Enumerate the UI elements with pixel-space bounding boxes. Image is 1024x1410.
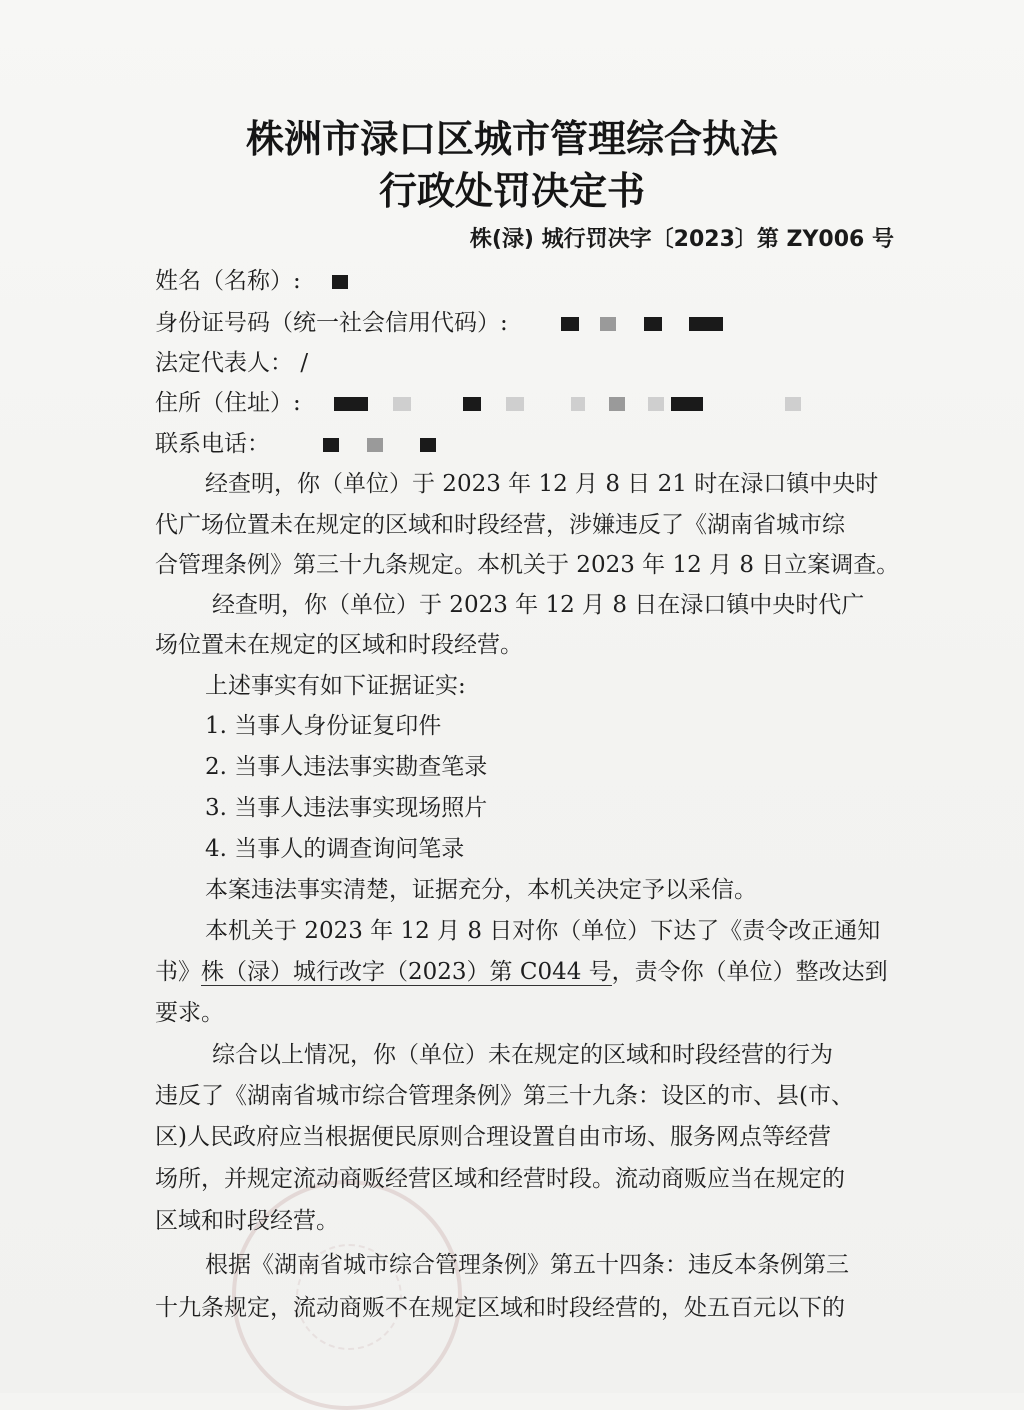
address-field [155,384,801,417]
evidence-item: 3. 当事人违法事实现场照片 [205,795,488,821]
redacted-address-part-7 [648,397,664,411]
evidence-intro: 上述事实有如下证据证实: [205,673,466,699]
paragraph-5-line-2-start: 书》 [155,959,201,985]
paragraph-7-line-2: 十九条规定，流动商贩不在规定区域和时段经营的，处五百元以下的 [155,1295,845,1321]
legal-rep-label: 法定代表人： [155,350,293,376]
paragraph-6-line-2: 违反了《湖南省城市综合管理条例》第三十九条：设区的市、县(市、 [155,1083,854,1109]
legal-rep-value: / [300,350,309,376]
paragraph-6-line-4: 场所，并规定流动商贩经营区域和经营时段。流动商贩应当在规定的 [155,1166,845,1192]
paragraph-5-line-1: 本机关于 2023 年 12 月 8 日对你（单位）下达了《责令改正通知 [205,918,881,944]
redacted-address-part-4 [506,397,524,411]
evidence-item: 1. 当事人身份证复印件 [205,713,442,739]
paragraph-6-line-1: 综合以上情况，你（单位）未在规定的区域和时段经营的行为 [212,1042,833,1068]
phone-label: 联系电话： [155,431,270,457]
evidence-item: 4. 当事人的调查询问笔录 [205,836,465,862]
redacted-id-part-1 [561,317,579,331]
phone-field [155,425,436,458]
id-number-field [155,304,723,337]
redacted-address-part-1 [334,397,368,411]
document-title-line-1: 株洲市渌口区城市管理综合执法 [245,117,778,161]
document-number: 株(渌) 城行罚决字〔2023〕第 ZY006 号 [469,227,894,252]
address-label: 住所（住址）: [155,390,301,416]
paragraph-1-line-3: 合管理条例》第三十九条规定。本机关于 2023 年 12 月 8 日立案调查。 [155,552,900,578]
redacted-phone-part-3 [420,438,436,452]
paragraph-2-line-2: 场位置未在规定的区域和时段经营。 [155,632,523,658]
redacted-address-part-5 [571,397,585,411]
redacted-address-part-6 [609,397,625,411]
redacted-address-part-9 [785,397,801,411]
paragraph-2-line-1: 经查明，你（单位）于 2023 年 12 月 8 日在渌口镇中央时代广 [212,592,865,618]
id-number-label: 身份证号码（统一社会信用代码）: [155,310,508,336]
redacted-name [332,275,348,289]
legal-rep-field [155,344,308,377]
redacted-id-part-2 [600,317,616,331]
redacted-address-part-8 [671,397,703,411]
document-title-line-2: 行政处罚决定书 [378,169,645,213]
rectification-notice-reference: 株（渌）城行改字（2023）第 C044 号 [201,959,612,985]
redacted-id-part-3 [644,317,662,331]
name-field [155,262,348,295]
evidence-item: 2. 当事人违法事实勘查笔录 [205,754,488,780]
name-label: 姓名（名称）: [155,268,301,294]
redacted-id-part-4 [689,317,723,331]
redacted-address-part-2 [393,397,411,411]
paragraph-4: 本案违法事实清楚，证据充分，本机关决定予以采信。 [205,877,757,903]
paragraph-5-line-2 [155,953,888,986]
redacted-phone-part-2 [367,438,383,452]
paragraph-5-line-3: 要求。 [155,1000,224,1026]
paragraph-6-line-3: 区)人民政府应当根据便民原则合理设置自由市场、服务网点等经营 [155,1124,831,1150]
redacted-phone-part-1 [323,438,339,452]
paragraph-5-line-2-end: ，责令你（单位）整改达到 [611,959,888,985]
redacted-address-part-3 [463,397,481,411]
paragraph-6-line-5: 区域和时段经营。 [155,1208,339,1234]
paragraph-1-line-2: 代广场位置未在规定的区域和时段经营，涉嫌违反了《湖南省城市综 [155,512,845,538]
paragraph-1-line-1: 经查明，你（单位）于 2023 年 12 月 8 日 21 时在渌口镇中央时 [205,471,879,497]
paragraph-7-line-1: 根据《湖南省城市综合管理条例》第五十四条：违反本条例第三 [205,1252,849,1278]
